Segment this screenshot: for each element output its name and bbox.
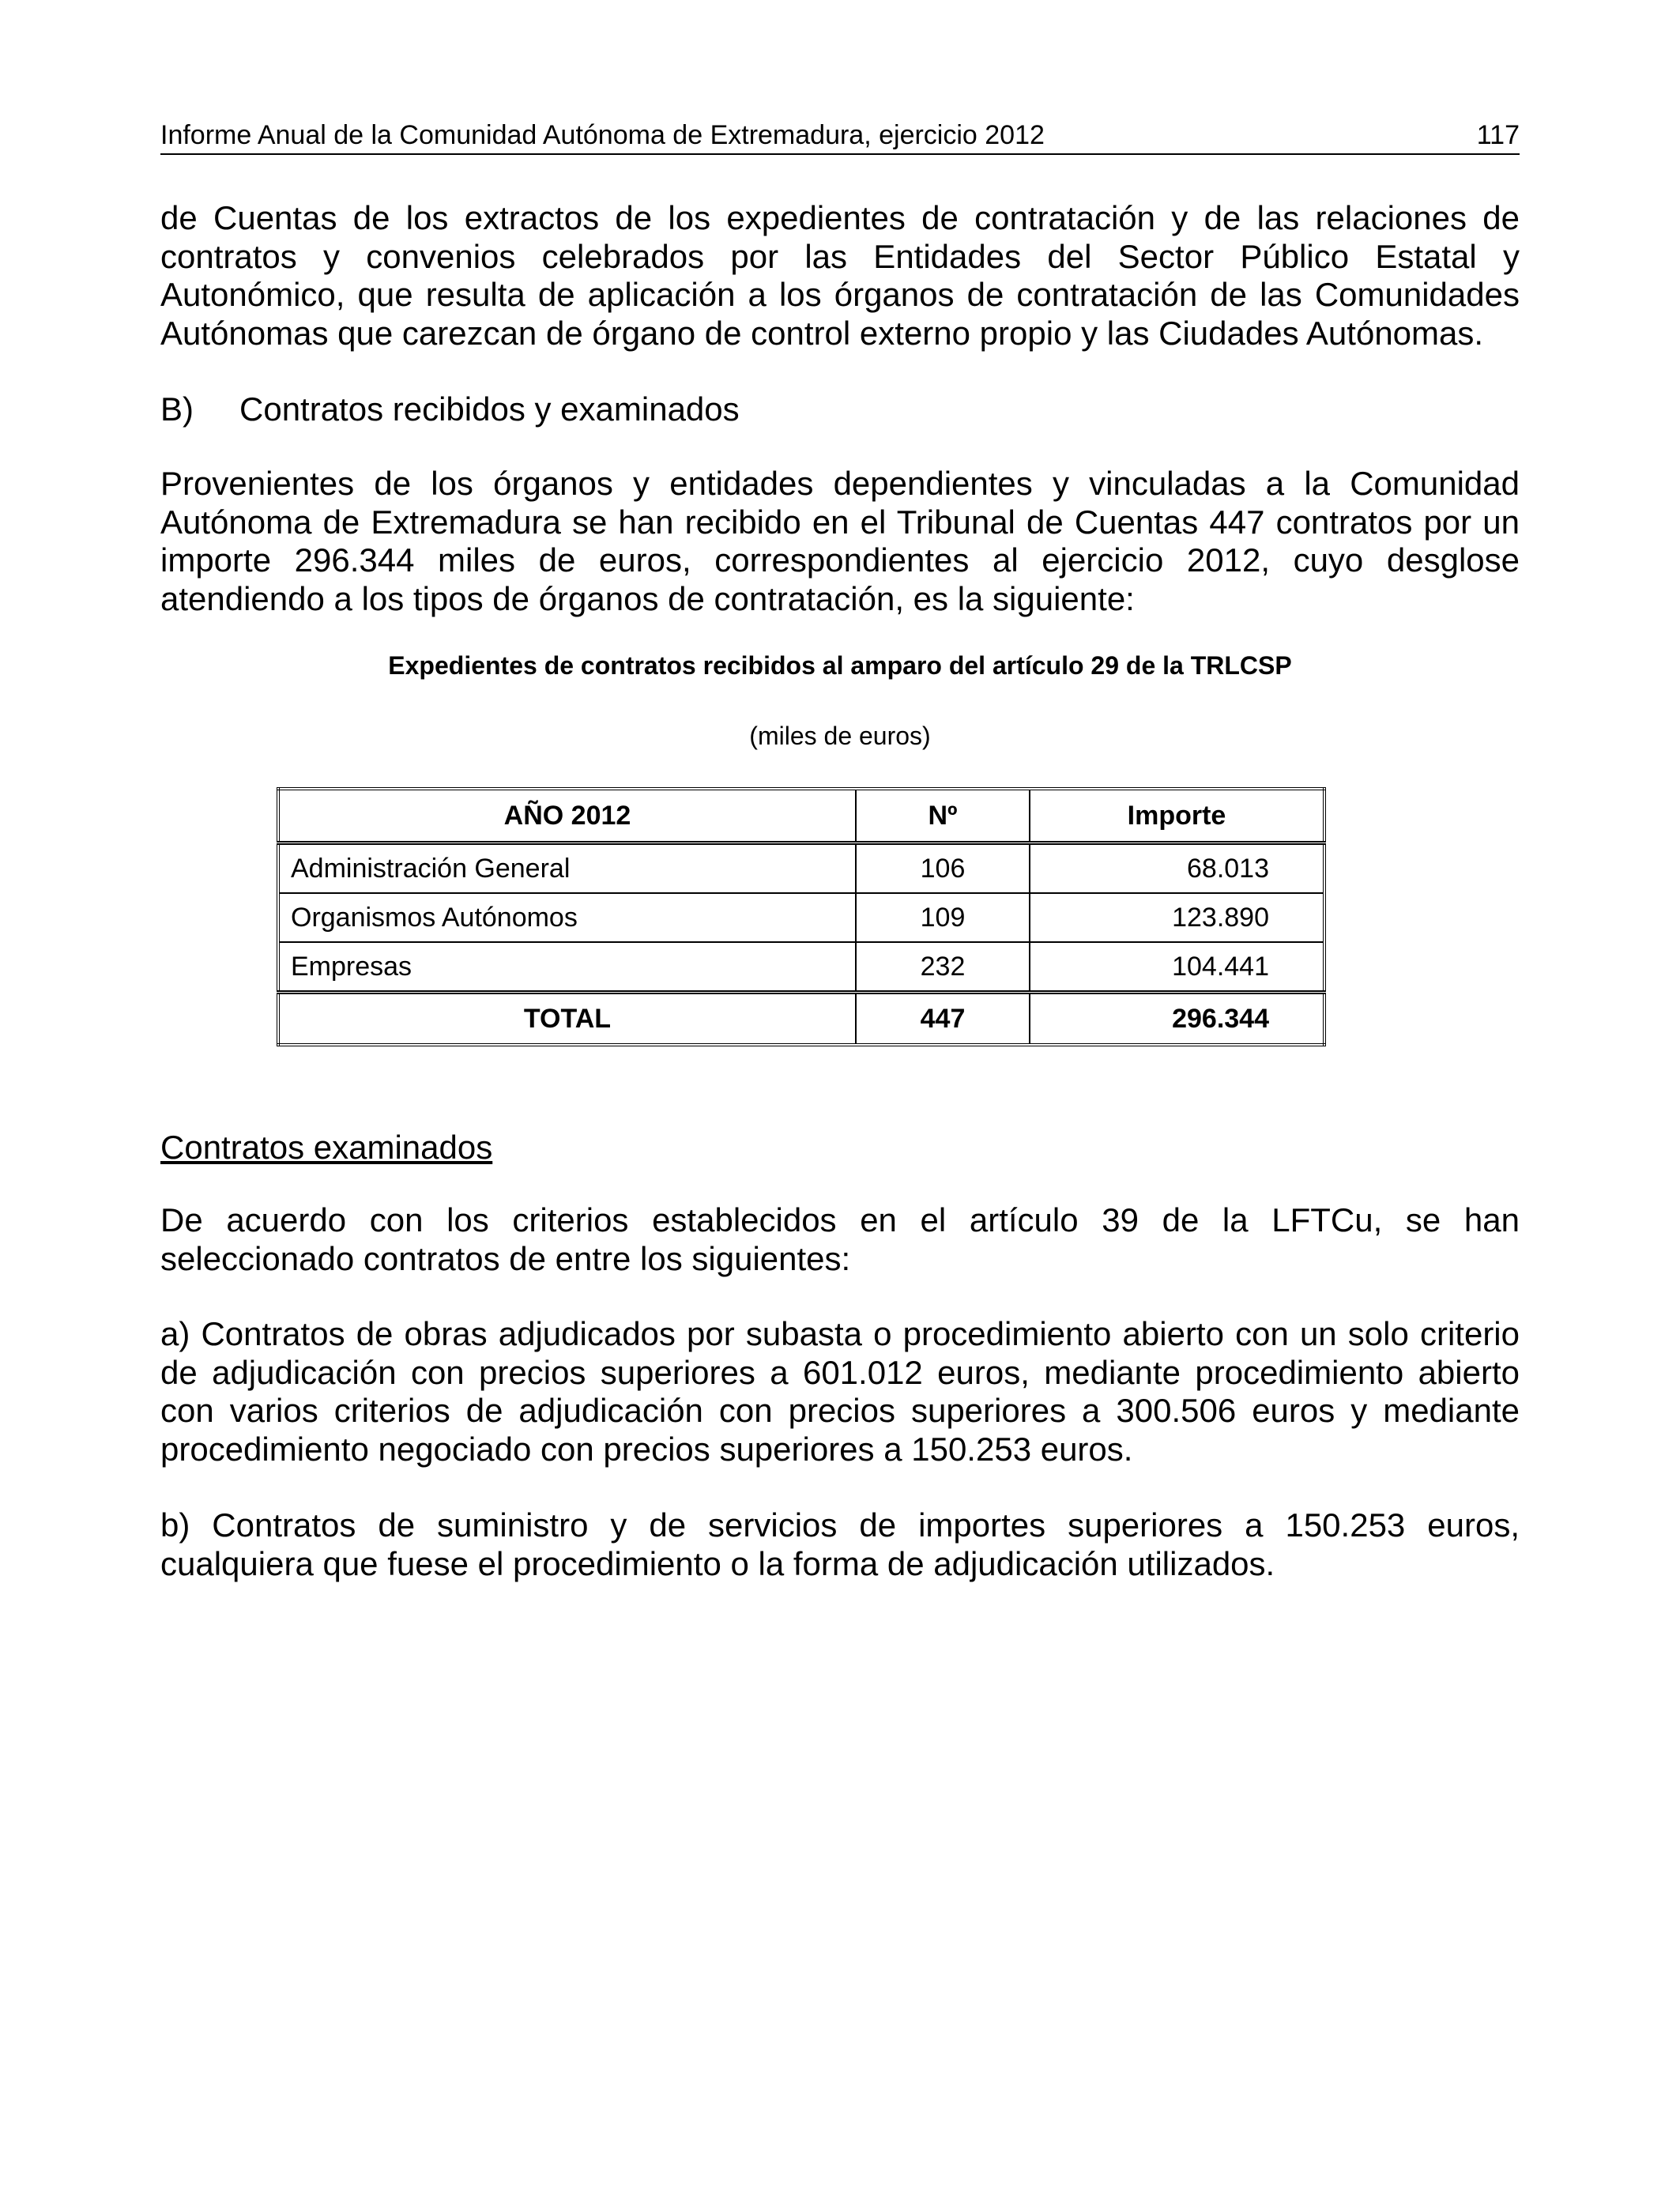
page-header <box>160 119 1520 155</box>
table-total-row <box>278 993 1324 1046</box>
table-title: Expedientes de contratos recibidos al amparo del artículo 29 de la TRLCSP <box>388 651 1292 680</box>
total-label: TOTAL <box>278 993 856 1046</box>
table-row <box>278 843 1324 894</box>
page-number: 117 <box>1476 120 1520 150</box>
total-amount: 296.344 <box>1030 993 1324 1046</box>
row-entity: Empresas <box>278 942 856 993</box>
table-row <box>278 942 1324 993</box>
row-count: 106 <box>856 843 1030 894</box>
header-amount: Importe <box>1030 789 1324 843</box>
table-header-row <box>278 789 1324 843</box>
row-entity: Administración General <box>278 843 856 894</box>
header-count: Nº <box>856 789 1030 843</box>
section-title: Contratos recibidos y examinados <box>239 390 740 428</box>
received-paragraph: Provenientes de los órganos y entidades dependientes y vinculadas a la Comunidad Autónoma de Extremadura se han recibido en el Tribunal de Cuentas 447 contratos por un importe 296.344 miles de euros, correspondientes al ejercicio 2012, cuyo desglose atendiendo a los tipos de órganos de contratación, es la siguiente: <box>160 465 1520 617</box>
total-count: 447 <box>856 993 1030 1046</box>
row-count: 232 <box>856 942 1030 993</box>
table-row <box>278 893 1324 942</box>
section-letter: B) <box>160 390 194 428</box>
table-units: (miles de euros) <box>749 722 931 750</box>
item-b-paragraph: b) Contratos de suministro y de servicios de importes superiores a 150.253 euros, cualquiera que fuese el procedimiento o la forma de adjudicación utilizados. <box>160 1506 1520 1582</box>
contracts-examined-heading: Contratos examinados <box>160 1129 493 1166</box>
intro-paragraph: de Cuentas de los extractos de los expedientes de contratación y de las relaciones de contratos y convenios celebrados por las Entidades del Sector Público Estatal y Autonómico, que resulta de aplicación a los órganos de contratación de las Comunidades Autónomas que carezcan de órgano de control externo propio y las Ciudades Autónomas. <box>160 199 1520 352</box>
header-year: AÑO 2012 <box>278 789 856 843</box>
header-title: Informe Anual de la Comunidad Autónoma de Extremadura, ejercicio 2012 <box>160 120 1045 150</box>
row-amount: 68.013 <box>1030 843 1324 894</box>
row-entity: Organismos Autónomos <box>278 893 856 942</box>
contracts-table <box>277 787 1326 1046</box>
criteria-paragraph: De acuerdo con los criterios establecidos en el artículo 39 de la LFTCu, se han seleccionado contratos de entre los siguientes: <box>160 1201 1520 1277</box>
row-count: 109 <box>856 893 1030 942</box>
item-a-paragraph: a) Contratos de obras adjudicados por subasta o procedimiento abierto con un solo criterio de adjudicación con precios superiores a 601.012 euros, mediante procedimiento abierto con varios criterios de adjudicación con precios superiores a 300.506 euros y mediante procedimiento negociado con precios superiores a 150.253 euros. <box>160 1315 1520 1468</box>
row-amount: 104.441 <box>1030 942 1324 993</box>
row-amount: 123.890 <box>1030 893 1324 942</box>
